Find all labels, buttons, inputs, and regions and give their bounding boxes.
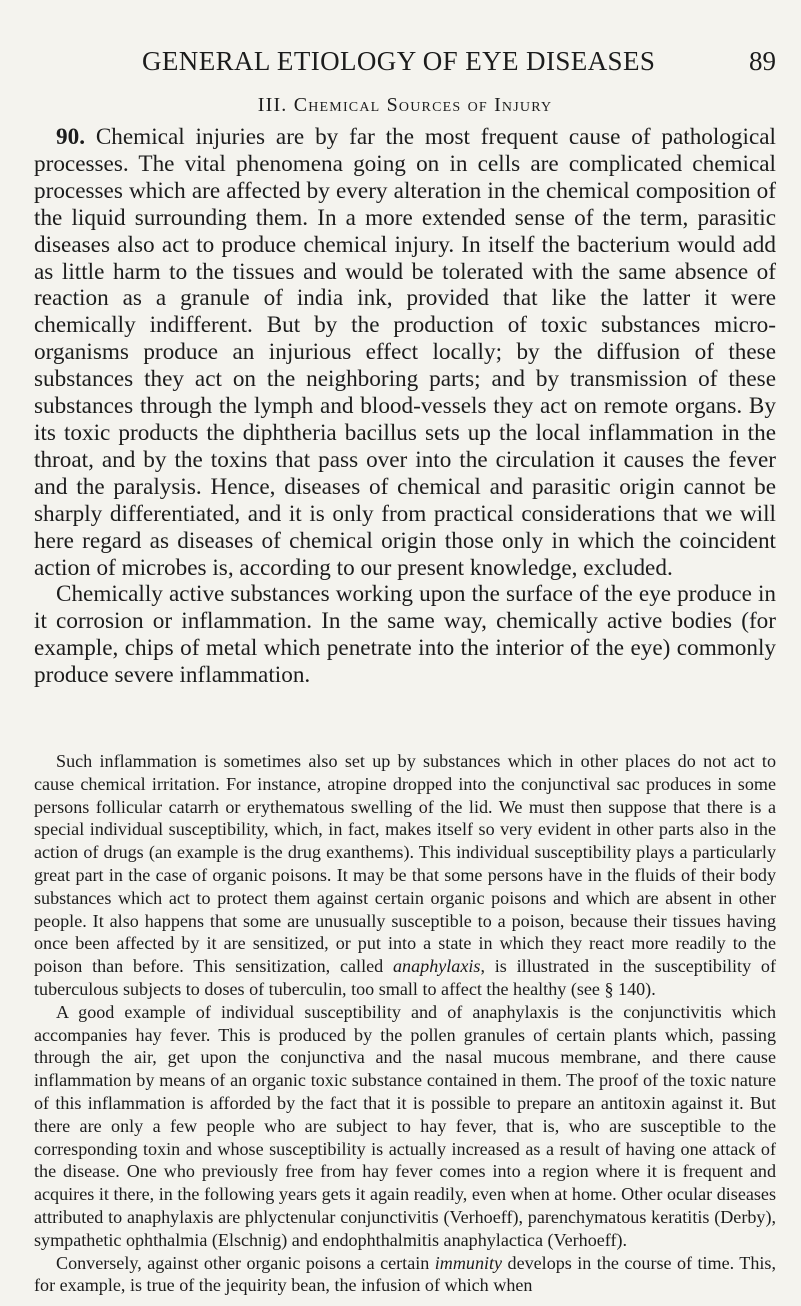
main-paragraph — [34, 581, 776, 689]
note-text: , is illustrated in the susceptibility of tuberculous subjects to doses of tuberculin, too small to affect the healthy (see § 140). — [34, 956, 776, 999]
section-heading: III. Chemical Sources of Injury — [257, 94, 553, 116]
note-text: A good example of individual susceptibility and of anaphylaxis is the conjunctivitis which accompanies hay fever. This is produced by the pollen granules of certain plants which, passing through the air, get upon the conjunctiva and the nasal mucous membrane, and there cause inflammation by means of an organic toxic substance contained in them. The proof of the toxic nature of this inflammation is afforded by the fact that it is possible to prepare an antitoxin against it. But there are only a few people who are subject to hay fever, that is, who are susceptible to the corresponding toxin and whose susceptibility is actually increased as a result of having one attack of the disease. One who previously free from hay fever comes into a region where it is frequent and acquires it there, in the following years gets it again readily, even when at home. Other ocular diseases attributed to anaphylaxis are phlyctenular conjunctivitis (Verhoeff), parenchymatous keratitis (Derby), sympathetic ophthalmia (Elschnig) and endophthalmitis anaphylactica (Verhoeff). — [34, 1001, 776, 1250]
note-text: Such inflammation is sometimes also set up by substances which in other places do not act to cause chemical irritation. For instance, atropine dropped into the conjunctival sac produces in some persons follicular catarrh or erythematous swelling of the lid. We must then suppose that there is a special individual susceptibility, which, in fact, makes itself so very evident in other parts also in the action of drugs (an example is the drug exanthems). This individual susceptibility plays a particularly great part in the case of organic poisons. It may be that some persons have in the fluids of their body substances which act to protect them against certain organic poisons and which are absent in other people. It also happens that some are unusually susceptible to a poison, because their tissues having once been affected by it are sensitized, or put into a state in which they react more readily to the poison than before. This sensitization, called — [34, 751, 776, 977]
note-paragraph — [34, 1001, 776, 1252]
main-text — [34, 124, 776, 689]
running-title: GENERAL ETIOLOGY OF EYE DISEASES — [142, 46, 656, 76]
main-paragraph-text: Chemical injuries are by far the most frequent cause of pathological processes. The vital phenomena going on in cells are complicated chemical processes which are affected by every alteration in the chemical composition of the liquid surrounding them. In a more extended sense of the term, parasitic diseases also act to produce chemical injury. In itself the bacterium would add as little harm to the tissues and would be tolerated with the same absence of reaction as a granule of india ink, provided that like the latter it were chemically indifferent. But by the production of toxic substances micro-organisms produce an injurious effect locally; by the diffusion of these substances they act on the neighboring parts; and by transmission of these substances through the lymph and blood-vessels they act on remote organs. By its toxic products the diphtheria bacillus sets up the local inflammation in the throat, and by the toxins that pass over into the circulation it causes the fever and the paralysis. Hence, diseases of chemical and parasitic origin cannot be sharply differentiated, and it is only from practical considerations that we will here regard as diseases of chemical origin those only in which the coincident action of microbes is, according to our present knowledge, excluded. — [34, 124, 776, 581]
book-page — [34, 0, 776, 1306]
main-paragraph — [34, 124, 776, 581]
note-text: develops in the course of time. This, for example, is true of the jequirity bean, the infusion of which when — [34, 1252, 776, 1296]
anaphylaxis-term: anaphylaxis — [393, 956, 481, 977]
immunity-term: immunity — [434, 1252, 503, 1273]
main-paragraph-text: Chemically active substances working upon the surface of the eye produce in it corrosion or inflammation. In the same way, chemically active bodies (for example, chips of metal which penetrate into the interior of the eye) commonly produce severe inflammation. — [34, 581, 776, 689]
note-text: Conversely, against other organic poisons a certain — [56, 1252, 435, 1273]
note-paragraph — [34, 1252, 776, 1298]
paragraph-number: 90. — [56, 124, 85, 150]
note-paragraph — [34, 750, 776, 1001]
running-head — [34, 46, 776, 82]
small-print-notes — [34, 750, 776, 1297]
page-number: 89 — [749, 46, 776, 76]
